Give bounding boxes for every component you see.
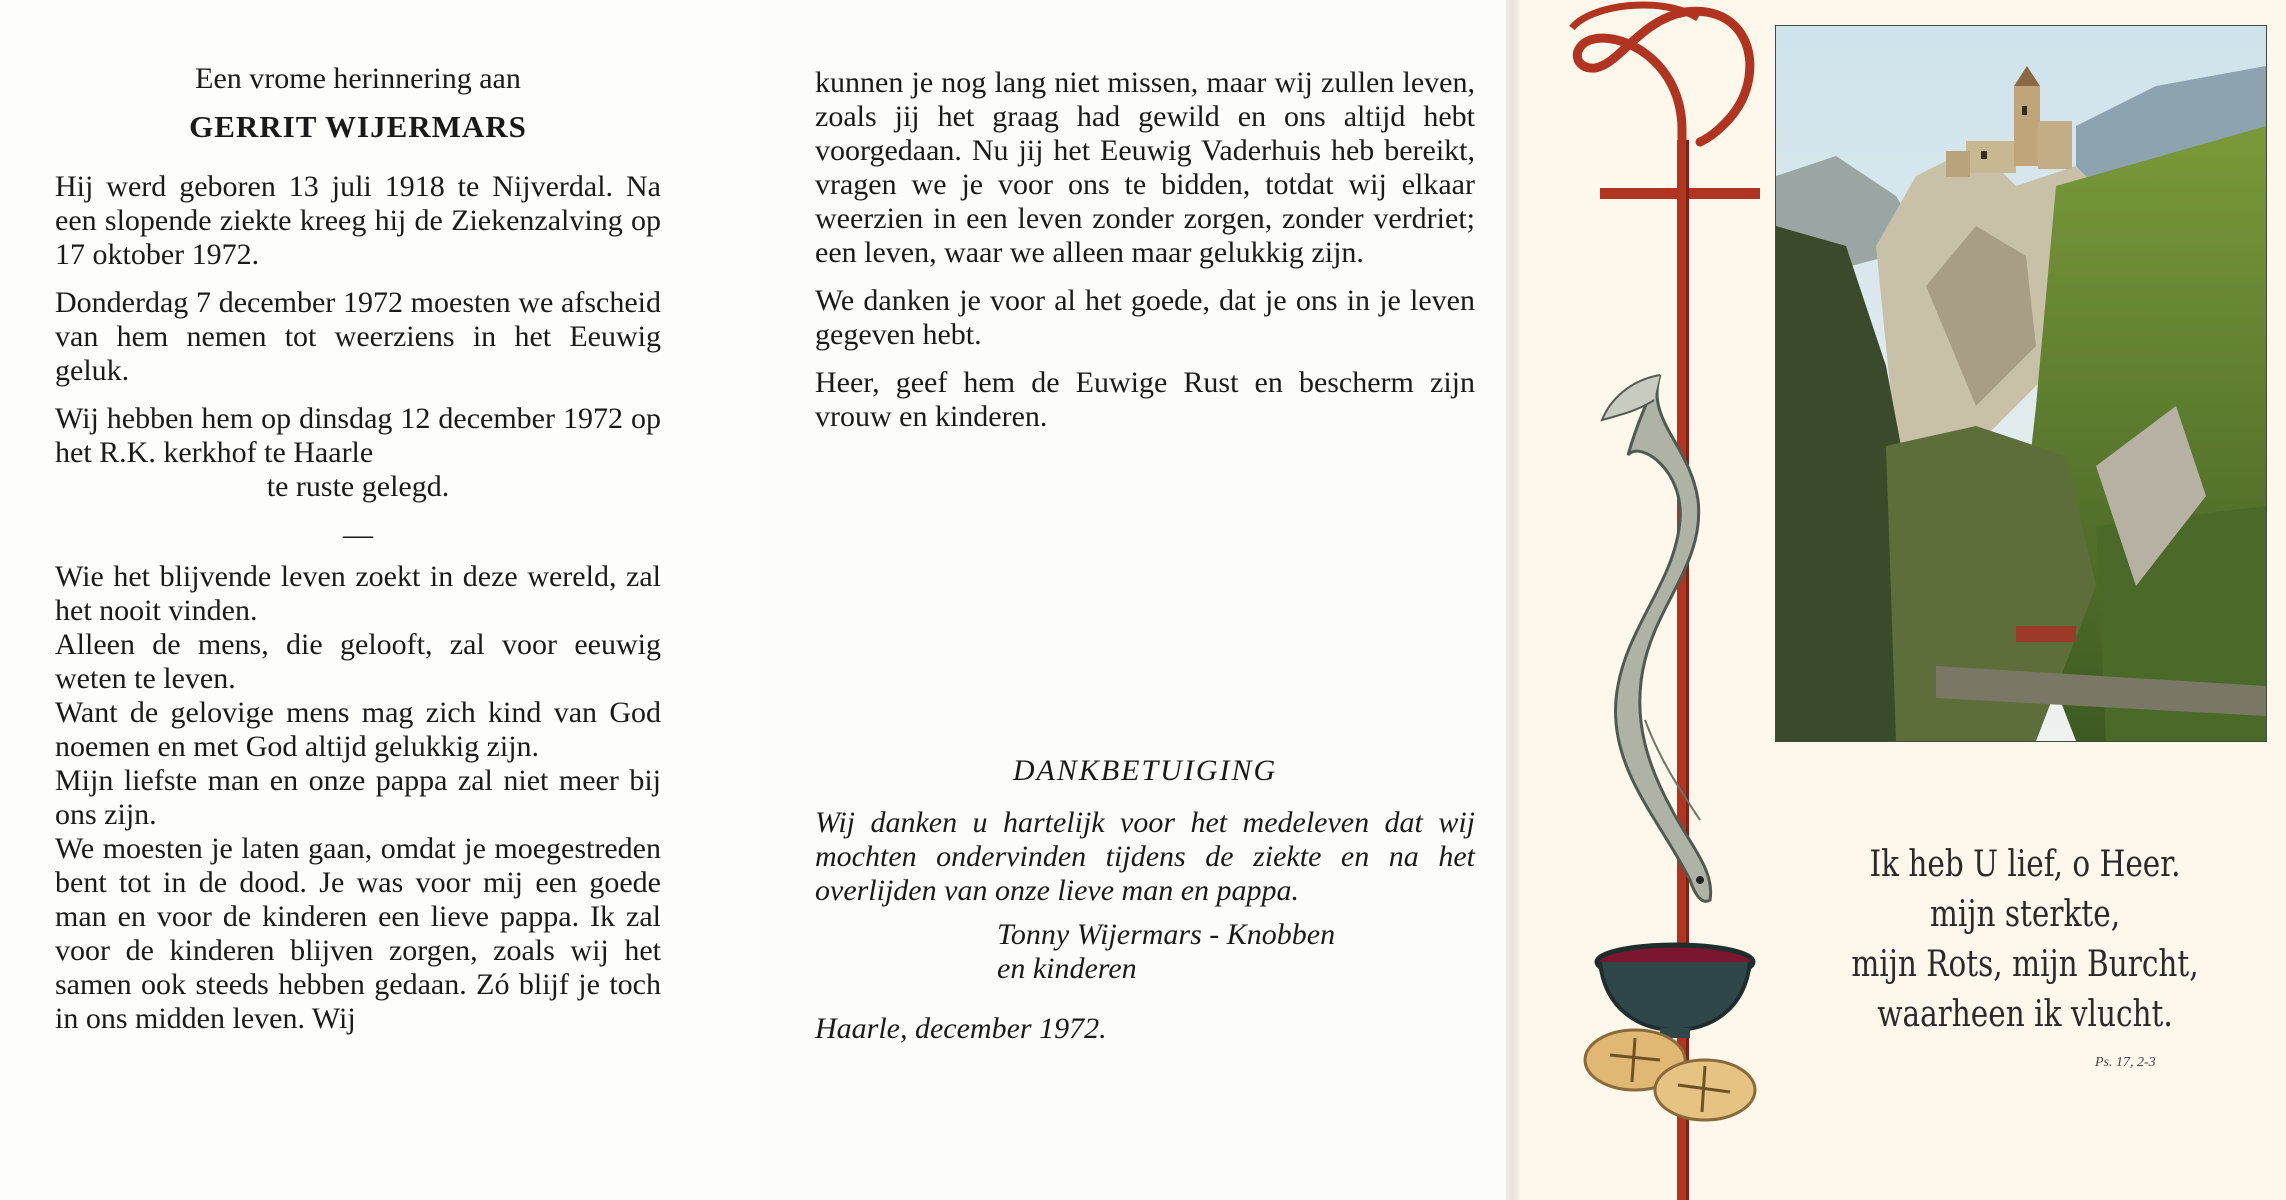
card-left-panel [0,0,760,1200]
middle-text-column [815,66,1475,434]
birth-paragraph: Hij werd geboren 13 juli 1918 te Nijverdal. Na een slopende ziekte kreeg hij de Ziekenzalving op 17 oktober 1972. [55,170,661,271]
left-text-column [55,62,661,1036]
burial-paragraph-end: te ruste gelegd. [266,470,450,503]
poem-line: Want de gelovige mens mag zich kind van God noemen en met God altijd gelukkig zijn. [55,696,661,763]
verse-line: mijn Rots, mijn Burcht, [1851,944,2199,985]
signature-family: en kinderen [997,952,1137,985]
thanks-section [815,754,1475,1060]
poem-block [55,560,661,1036]
thanks-text: Wij danken u hartelijk voor het medeleven dat wij mochten ondervinden tijdens de ziekte en na het overlijden van onze lieve man en pappa. [815,806,1475,907]
verse-line: Ik heb U lief, o Heer. [1869,844,2181,885]
psalm-reference: Ps. 17, 2-3 [2095,1055,2156,1070]
farewell-paragraph: Donderdag 7 december 1972 moesten we afscheid van hem nemen tot weerziens in het Eeuwig geluk. [55,286,661,387]
deceased-name: GERRIT WIJERMARS [189,109,527,144]
card-image-panel [1520,0,2286,1200]
burial-paragraph: Wij hebben hem op dinsdag 12 december 1972 op het R.K. kerkhof te Haarle [55,402,661,469]
place-date: Haarle, december 1972. [815,1012,1107,1045]
poem-line: We moesten je laten gaan, omdat je moegestreden bent tot in de dood. Je was voor mij een goede man en voor de kinderen een lieve pappa. Ik zal voor de kinderen blijven zorgen, zoals wij het samen ook steeds hebben gedaan. Zó blijf je toch in ons midden leven. Wij [55,832,661,1035]
gratitude-paragraph: We danken je voor al het goede, dat je ons in je leven gegeven hebt. [815,284,1475,351]
thanks-title: DANKBETUIGING [1012,754,1278,787]
verse-line: mijn sterkte, [1929,894,2121,935]
continuation-paragraph: kunnen je nog lang niet missen, maar wij zullen leven, zoals jij het graag had gewild en ons altijd hebt voorgedaan. Nu jij het Eeuwig Vaderhuis heb bereikt, vragen we je voor ons te bidden, totdat wij elkaar weerzien in een leven zonder zorgen, zonder verdriet; een leven, waar we alleen maar gelukkig zijn. [815,66,1475,269]
verse-line: waarheen ik vlucht. [1877,994,2173,1035]
castle-gorge-photo [1775,25,2267,742]
card-fold [1506,0,1520,1200]
separator-dash: — [343,518,373,551]
card-middle-panel [760,0,1520,1200]
prayer-paragraph: Heer, geef hem de Euwige Rust en bescherm zijn vrouw en kinderen. [815,366,1475,433]
bowl-icon [1600,962,1750,1030]
religious-symbol-illustration [1550,0,1760,1200]
signature-name: Tonny Wijermars - Knobben [997,918,1336,951]
intro-line: Een vrome herinnering aan [195,62,521,95]
fish-icon [1616,375,1711,901]
poem-line: Wie het blijvende leven zoekt in deze wereld, zal het nooit vinden. [55,560,661,627]
psalm-verse [1832,840,2217,1040]
poem-line: Mijn liefste man en onze pappa zal niet meer bij ons zijn. [55,764,661,831]
poem-line: Alleen de mens, die gelooft, zal voor eeuwig weten te leven. [55,628,661,695]
